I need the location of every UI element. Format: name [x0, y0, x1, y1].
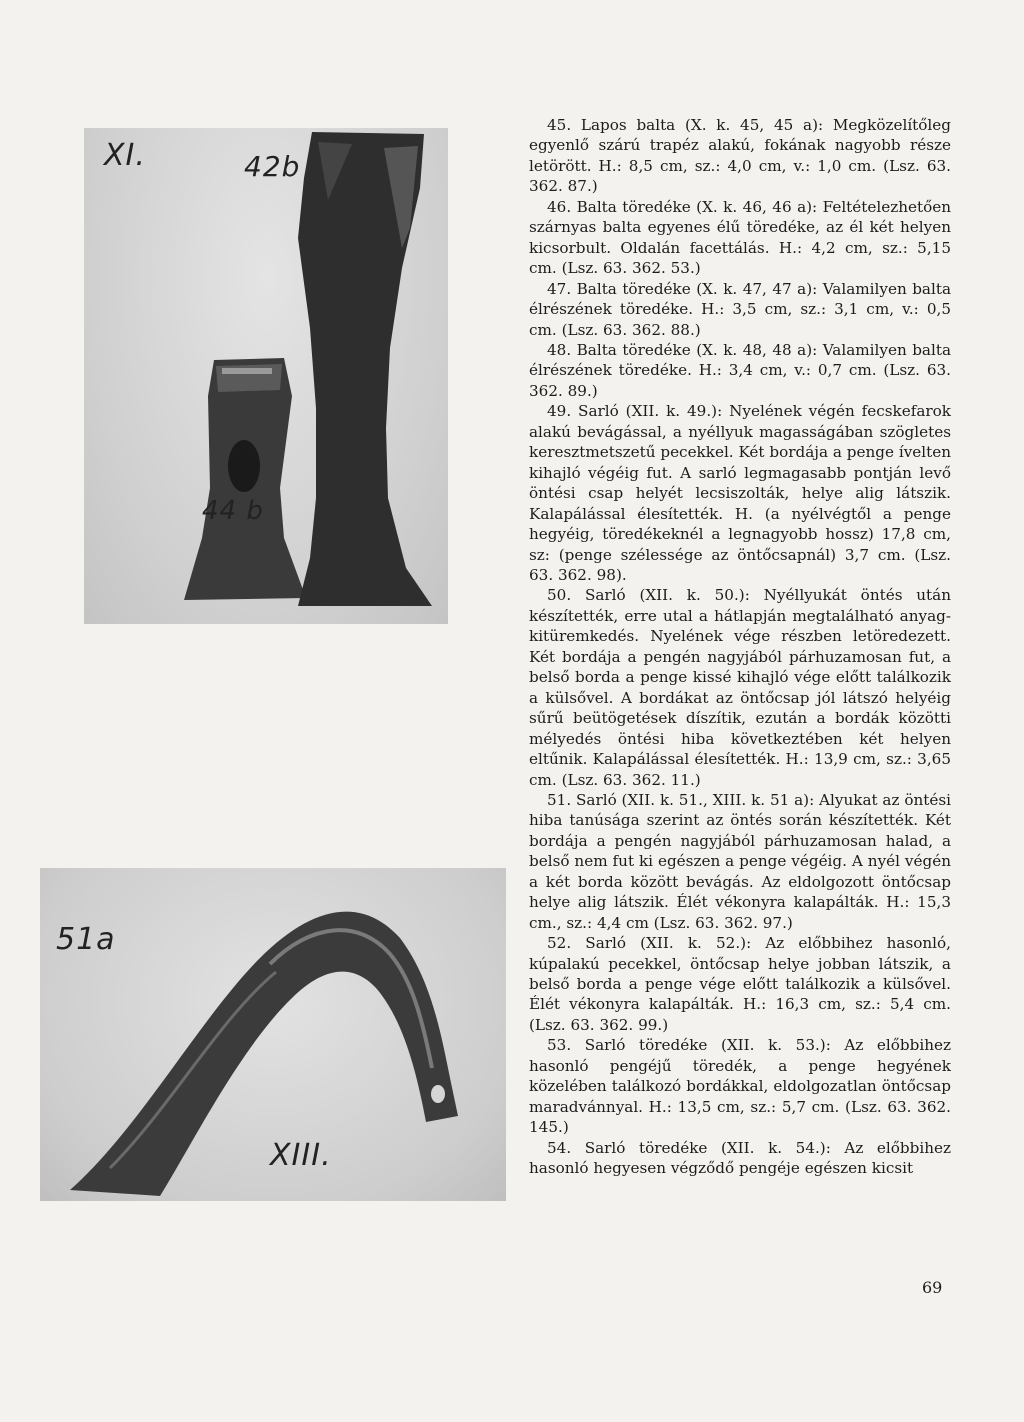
entry-51: 51. Sarló (XII. k. 51., XIII. k. 51 a): Alyukat az öntési hiba tanúsága szerint az öntés során készítették. Két bordája a pengén nagyjából párhuzamosan halad, a belső nem fut ki egészen a penge végéig. A nyél végén a két borda között bevágás. Az eldolgozott öntőcsap helye alig látszik. Élét vékonyra kalapálták. H.: 15,3 cm., sz.: 4,4 cm (Lsz. 63. 362. 97.) — [529, 790, 951, 932]
plate-label-xi: XI. — [104, 138, 146, 173]
entry-49: 49. Sarló (XII. k. 49.): Nyelének végén fecskefarok alakú bevágással, a nyéllyuk magasságában szögletes keresztmetszetű pecekkel. Két bordája a penge ívelten kihajló végéig fut. A sarló legmagasabb pontján levő öntési csap helyét lecsiszolták, helye alig látszik. Kalapálással élesítették. H. (a nyélvégtől a penge hegyéig, töredékeknél a legnagyobb hossz) 17,8 cm, sz: (penge szélessége az öntőcsapnál) 3,7 cm. (Lsz. 63. 362. 98). — [529, 402, 951, 584]
entry-53: 53. Sarló töredéke (XII. k. 53.): Az előbbihez hasonló pengéjű töredék, a penge hegyének közelében találkozó bordákkal, eldolgozatlan öntőcsap maradvánnyal. H.: 13,5 cm, sz.: 5,7 cm. (Lsz. 63. 362. 145.) — [529, 1036, 951, 1137]
entry-46: 46. Balta töredéke (X. k. 46, 46 a): Feltételezhetően szárnyas balta egyenes élű töredéke, az él két helyen kicsorbult. Oldalán facettálás. H.: 4,2 cm, sz.: 5,15 cm. (Lsz. 63. 362. 53.) — [529, 197, 951, 278]
item-label-44b: 44 b — [202, 496, 264, 526]
figure-plate-axes — [84, 128, 448, 624]
figure-plate-sickle — [40, 868, 506, 1201]
sickle-51a — [70, 912, 458, 1196]
plate-label-xiii: XIII. — [270, 1138, 332, 1173]
item-label-42b: 42b — [244, 150, 301, 183]
entry-45: 45. Lapos balta (X. k. 45, 45 a): Megközelítőleg egyenlő szárú trapéz alakú, fokának nagyobb része letörött. H.: 8,5 cm, sz.: 4,0 cm, v.: 1,0 cm. (Lsz. 63. 362. 87.) — [529, 116, 951, 196]
item-label-51a: 51a — [56, 922, 116, 957]
entry-47: 47. Balta töredéke (X. k. 47, 47 a): Valamilyen balta élrészének töredéke. H.: 3,5 cm, sz.: 3,1 cm, v.: 0,5 cm. (Lsz. 63. 362. 88.) — [529, 279, 951, 339]
entry-48: 48. Balta töredéke (X. k. 48, 48 a): Valamilyen balta élrészének töredéke. H.: 3,4 cm, v.: 0,7 cm. (Lsz. 63. 362. 89.) — [529, 340, 951, 400]
page-number: 69 — [922, 1278, 943, 1297]
axes-photo — [84, 128, 448, 624]
entry-50: 50. Sarló (XII. k. 50.): Nyéllyukát öntés után készítették, erre utal a hátlapján megtalálható anyag-kitüremkedés. Nyelének vége részben letöredezett. Két bordája a pengén nagyjából párhuzamosan fut, a belső borda a penge kissé kihajló vége előtt találkozik a külsővel. A bordákat az öntőcsap jól látszó helyéig sűrű beütögetések díszítik, ezután a bordák közötti mélyedés öntési hiba következtében két helyen eltűnik. Kalapálással élesítették. H.: 13,9 cm, sz.: 3,65 cm. (Lsz. 63. 362. 11.) — [529, 586, 951, 789]
entry-52: 52. Sarló (XII. k. 52.): Az előbbihez hasonló, kúpalakú pecekkel, öntőcsap helye jobban látszik, a belső borda a penge vége előtt találkozik a külsővel. Élét vékonyra kalapálták. H.: 16,3 cm, sz.: 5,4 cm. (Lsz. 63. 362. 99.) — [529, 934, 951, 1034]
entry-54: 54. Sarló töredéke (XII. k. 54.): Az előbbihez hasonló hegyesen végződő pengéje egészen kicsit — [529, 1138, 951, 1178]
catalogue-text — [529, 115, 951, 1179]
